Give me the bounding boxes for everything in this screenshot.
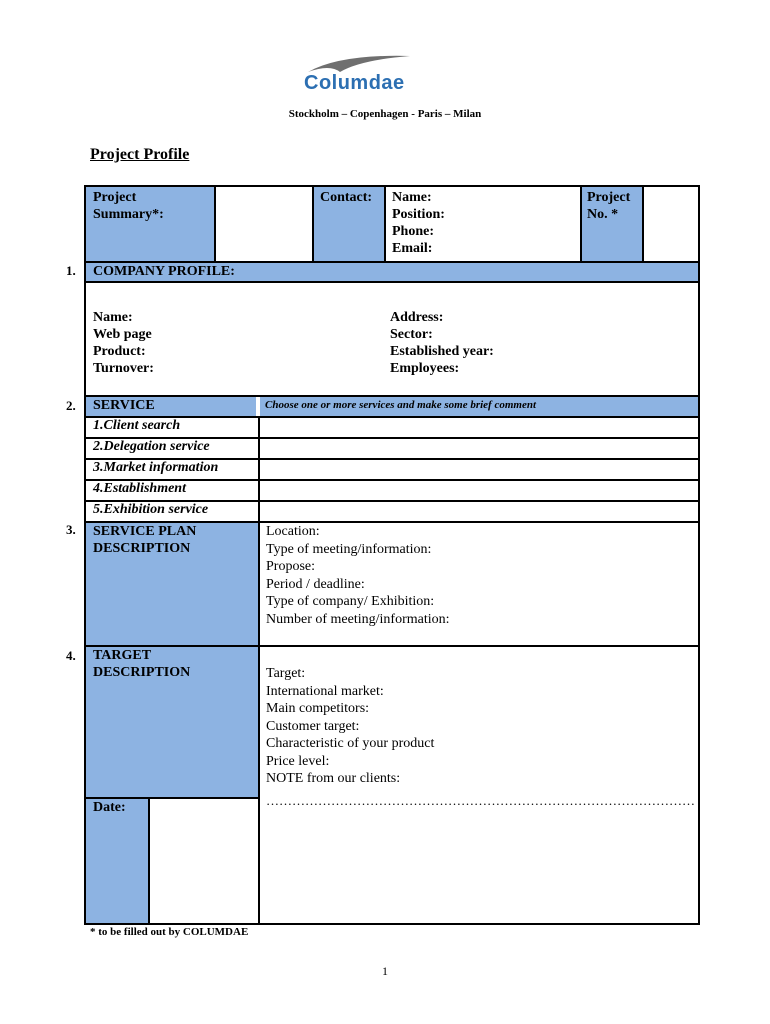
location-line: Location: xyxy=(266,524,320,539)
logo-text: Columdae xyxy=(304,72,405,94)
employees-label: Employees: xyxy=(390,361,460,376)
project-summary-field[interactable] xyxy=(216,187,312,261)
project-no-label: Project No. * xyxy=(582,187,642,261)
service-item-exhibition[interactable]: 5.Exhibition service xyxy=(93,502,209,517)
company-profile-body[interactable] xyxy=(86,283,698,395)
target-line: Target: xyxy=(266,666,306,681)
section-number-1: 1. xyxy=(66,263,76,278)
turnover-label: Turnover: xyxy=(93,361,154,376)
meeting-number-line: Number of meeting/information: xyxy=(266,611,450,627)
cities-line: Stockholm – Copenhagen - Paris – Milan xyxy=(288,108,482,120)
international-market-line: International market: xyxy=(266,683,384,699)
address-label: Address: xyxy=(390,310,444,325)
client-note-line: NOTE from our clients: xyxy=(266,771,401,786)
project-summary-label: Project Summary*: xyxy=(86,187,214,261)
section-number-4: 4. xyxy=(66,648,76,663)
date-field[interactable] xyxy=(150,799,258,923)
service-note: Choose one or more services and make some brief comment xyxy=(260,397,698,416)
contact-phone-label: Phone: xyxy=(392,224,434,239)
product-label: Product: xyxy=(93,344,146,359)
company-logo xyxy=(300,52,440,98)
service-heading: SERVICE xyxy=(86,397,256,416)
period-line: Period / deadline: xyxy=(266,576,365,592)
service-plan-heading: SERVICE PLAN DESCRIPTION xyxy=(86,523,258,645)
company-name-label: Name: xyxy=(93,310,133,325)
sector-label: Sector: xyxy=(390,327,433,342)
target-body[interactable] xyxy=(264,665,694,925)
established-year-label: Established year: xyxy=(390,344,494,359)
target-heading: TARGET DESCRIPTION xyxy=(86,647,258,797)
service-item-market-information[interactable]: 3.Market information xyxy=(93,460,219,475)
customer-target-line: Customer target: xyxy=(266,718,360,734)
meeting-type-line: Type of meeting/information: xyxy=(266,541,432,557)
price-level-line: Price level: xyxy=(266,753,330,769)
service-item-establishment[interactable]: 4.Establishment xyxy=(93,481,186,496)
contact-name-label: Name: xyxy=(392,190,432,205)
company-type-line: Type of company/ Exhibition: xyxy=(266,594,435,609)
propose-line: Propose: xyxy=(266,559,315,574)
contact-fields[interactable] xyxy=(386,187,580,261)
service-item-delegation[interactable]: 2.Delegation service xyxy=(93,439,210,454)
page-title: Project Profile xyxy=(90,146,190,163)
contact-email-label: Email: xyxy=(392,241,433,256)
company-profile-heading: COMPANY PROFILE: xyxy=(86,263,698,281)
page-number: 1 xyxy=(382,964,388,978)
competitors-line: Main competitors: xyxy=(266,701,370,716)
product-characteristic-line: Characteristic of your product xyxy=(266,736,435,751)
dotted-line: ……………………………………………………………………………………… xyxy=(266,792,695,808)
bird-logo-icon xyxy=(300,52,440,74)
service-item-client-search[interactable]: 1.Client search xyxy=(93,418,181,433)
project-no-field[interactable] xyxy=(644,187,698,261)
web-page-label: Web page xyxy=(93,327,152,342)
contact-position-label: Position: xyxy=(392,207,445,222)
section-number-2: 2. xyxy=(66,398,76,413)
form-table xyxy=(84,185,700,925)
footnote: * to be filled out by COLUMDAE xyxy=(90,926,249,938)
section-number-3: 3. xyxy=(66,522,76,537)
date-label: Date: xyxy=(86,799,148,923)
contact-label: Contact: xyxy=(314,187,384,261)
service-plan-body[interactable] xyxy=(264,523,694,645)
